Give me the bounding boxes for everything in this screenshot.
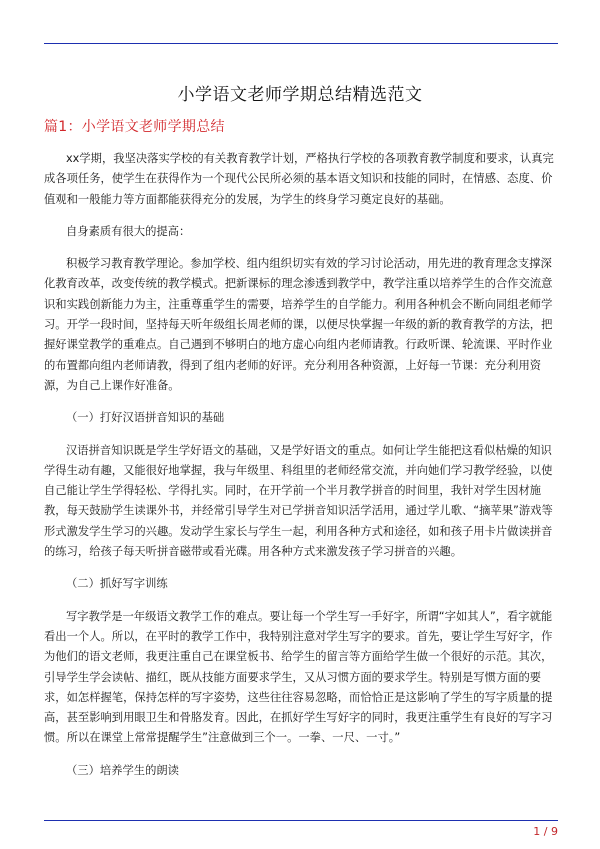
paragraph-writing: 写字教学是一年级语文教学工作的难点。要让每一个学生写一手好字，所谓“字如其人”，看字就能看出一个人。所以，在平时的教学工作中，我特别注意对学生写字的要求。首先，要让学生写好字，作为他们的语文老师，我更注重自己在课堂板书、给学生的留言等方面给学生做一个很好的示范。其次，引导学生学会读帖、描红，既从技能方面要求学生，又从习惯方面的要求学生。特别是写惯方面的要求，如怎样握笔，保持怎样的写字姿势，这些往往容易忽略，而恰恰正是这影响了学生的写字质量的提高，甚至影响到用眼卫生和骨胳发育。因此，在抓好学生写好字的同时，我更注重学生有良好的写字习惯。所以在课堂上常常提醒学生”注意做到三个一。一拳、一尺、一寸。” [44, 609, 553, 745]
header-rule [44, 43, 558, 44]
subheading-reading: （三）培养学生的朗读 [66, 763, 179, 777]
paragraph-pinyin: 汉语拼音知识既是学生学好语文的基础，又是学好语文的重点。如何让学生能把这看似枯燥的知识学得生动有趣，又能很好地掌握，我与年级里、科组里的老师经常交流，并向她们学习教学经验，以使自己能让学生学得轻松、学得扎实。同时，在开学前一个半月教学拼音的时间里，我针对学生因材施教，每天鼓励学生读课外书，并经常引导学生对已学拼音知识活学活用，通过学儿歌、“摘苹果”游戏等形式激发学生学习的兴趣。发动学生家长与学生一起，利用各种方式和途径，如和孩子用卡片做读拼音的练习，给孩子每天听拼音磁带或看光碟。用各种方式来激发孩子学习拼音的兴趣。 [44, 443, 553, 559]
paragraph-theory-study: 积极学习教育教学理论。参加学校、组内组织切实有效的学习讨论活动，用先进的教育理念支撑深化教育改革，改变传统的教学模式。把新课标的理念渗透到教学中，教学注重以培养学生的合作交流意识和实践创新能力为主，注重尊重学生的需要，培养学生的自学能力。利用各种机会不断向同组老师学习。开学一段时间，坚持每天听年级组长周老师的课，以便尽快掌握一年级的新的教育教学的方法，把握好课堂教学的重难点。自己遇到不够明白的地方虚心向组内老师请教。行政听课、轮流课、平时作业的布置都向组内老师请教，得到了组内老师的好评。充分利用各种资源，上好每一节课：充分利用资源，为自己上课作好准备。 [44, 257, 553, 392]
document-title: 小学语文老师学期总结精选范文 [177, 85, 423, 105]
document-body [44, 149, 558, 793]
paragraph-self-quality: 自身素质有很大的提高： [66, 224, 191, 238]
paragraph-intro: xx学期，我坚决落实学校的有关教育教学计划，严格执行学校的各项教育教学制度和要求，认真完成各项任务，使学生在获得作为一个现代公民所必须的基本语文知识和技能的同时，在情感、态度、价值观和一般能力等方面都能获得充分的发展，为学生的终身学习奠定良好的基础。 [44, 152, 554, 206]
subheading-writing: （二）抓好写字训练 [66, 577, 168, 591]
page-number: 1 / 9 [533, 825, 558, 838]
section-title: 篇1：小学语文老师学期总结 [44, 119, 225, 135]
footer-rule [44, 820, 558, 821]
subheading-pinyin: （一）打好汉语拼音知识的基础 [66, 411, 225, 425]
